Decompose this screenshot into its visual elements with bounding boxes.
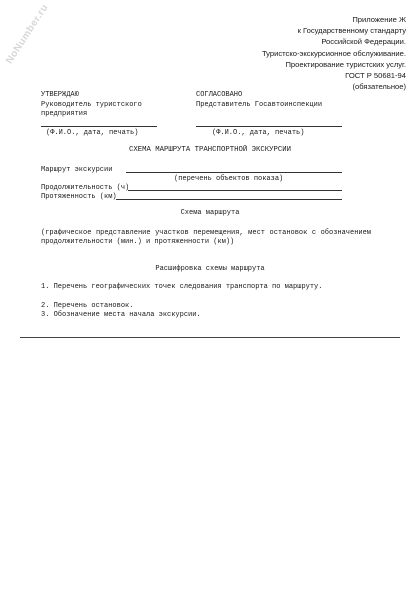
legend-item: 2. Перечень остановок. [41,302,134,310]
legend-item: 1. Перечень географических точек следования транспорта по маршруту. [41,283,323,291]
appendix-line: к Государственному стандарту [297,26,406,36]
approve-title: Руководитель туристского [41,100,142,109]
page-title: СХЕМА МАРШРУТА ТРАНСПОРТНОЙ ЭКСКУРСИИ [128,146,292,154]
appendix-line: Туристско-экскурсионное обслуживание. [261,48,406,58]
agree-title: Представитель Госавтоинспекции [196,100,323,109]
approve-block [41,91,181,120]
route-caption: (перечень объектов показа) [174,175,284,183]
length-field[interactable] [116,199,342,200]
duration-label: Продолжительность (ч) [41,184,130,192]
appendix-line: Проектирование туристских услуг. [285,59,406,69]
approve-header: УТВЕРЖДАЮ [41,91,79,99]
approve-signature-line[interactable] [41,126,157,127]
watermark: NoNumber.ru [4,2,51,66]
agree-caption: (Ф.И.О., дата, печать) [212,129,305,137]
length-label: Протяженность (км) [41,193,117,201]
legend-item: 3. Обозначение места начала экскурсии. [41,311,201,319]
appendix-line: ГОСТ Р 50681-94 [345,71,406,81]
agree-block [196,91,366,110]
scheme-description: (графическое представление участков перемещения, мест остановок с обозначением продолжительности (мин.) и протяженности (км)) [41,229,371,246]
scheme-title: Схема маршрута [180,209,240,217]
appendix-line: (обязательное) [352,82,406,92]
appendix-line: Российской Федерации. [321,37,406,47]
appendix-line: Приложение Ж [352,15,406,24]
bottom-divider [20,337,400,338]
route-label: Маршрут экскурсии [41,166,113,174]
route-field[interactable] [126,172,342,173]
agree-signature-line[interactable] [196,126,342,127]
duration-field[interactable] [128,190,342,191]
approve-caption: (Ф.И.О., дата, печать) [46,129,139,137]
appendix-header [156,14,406,92]
approve-title-cont: предприятия [41,110,88,118]
agree-header: СОГЛАСОВАНО [196,91,243,99]
legend-title: Расшифровка схемы маршрута [155,265,265,273]
